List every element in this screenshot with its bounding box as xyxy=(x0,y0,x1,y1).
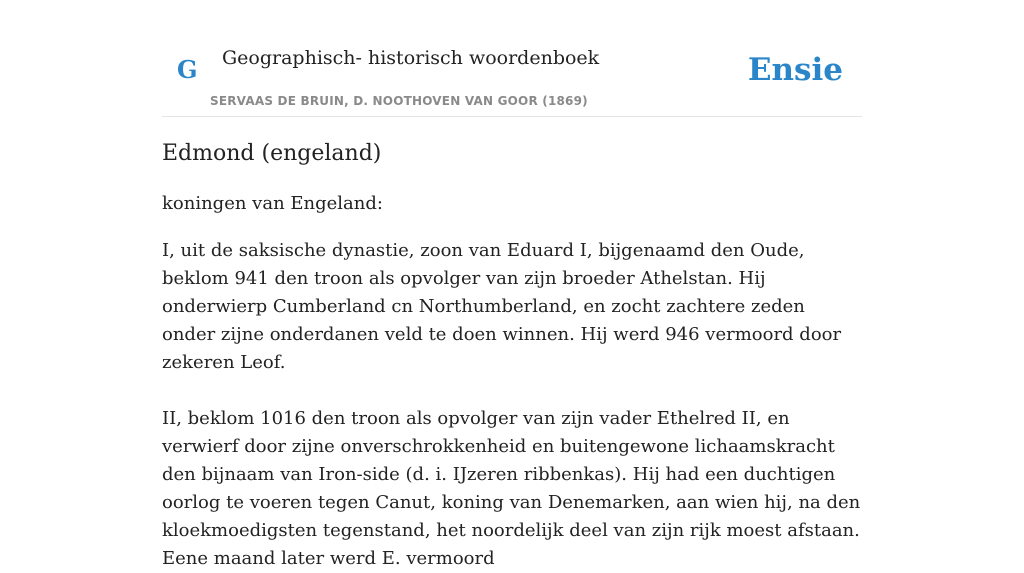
entry-title: Edmond (engeland) xyxy=(162,141,382,166)
site-logo[interactable]: Ensie xyxy=(747,52,843,88)
article xyxy=(162,138,862,573)
entry-paragraph: II, beklom 1016 den troon als opvolger van zijn vader Ethelred II, en verwierf door zijne onverschrokkenheid en buitengewone lichaamskracht den bijnaam van Iron-side (d. i. IJzeren ribbenkas). Hij had een duchtigen oorlog te voeren tegen Canut, koning van Denemarken, aan wien hij, na den kloekmoedigsten tegenstand, het noordelijk deel van zijn rijk moest afstaan. Eene maand later werd E. vermoord xyxy=(162,408,861,569)
header xyxy=(162,0,862,117)
entry-paragraph: I, uit de saksische dynastie, zoon van Eduard I, bijgenaamd den Oude, beklom 941 den troon als opvolger van zijn broeder Athelstan. Hij onderwierp Cumberland cn Northumberland, en zocht zachtere zeden onder zijne onderdanen veld te doen winnen. Hij werd 946 vermoord door zekeren Leof. xyxy=(162,240,842,373)
entry-intro: koningen van Engeland: xyxy=(162,193,383,214)
book-logo[interactable]: G xyxy=(177,55,198,84)
book-author: SERVAAS DE BRUIN, D. NOOTHOVEN VAN GOOR (1869) xyxy=(210,94,588,108)
book-title[interactable]: Geographisch- historisch woordenboek xyxy=(222,47,600,69)
